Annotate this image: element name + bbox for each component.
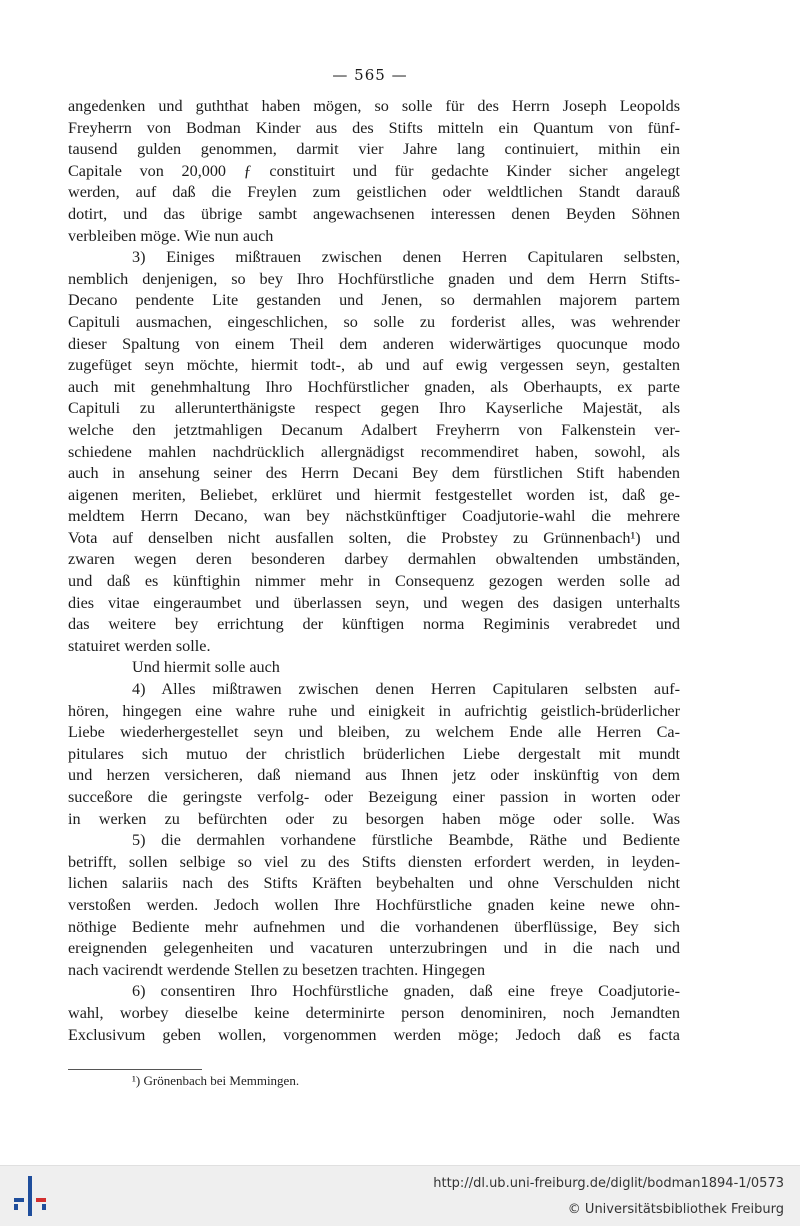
text-line: Vota auf denselben nicht ausfallen solten, die Probstey zu Grünnenbach¹) und [68,528,680,547]
text-line: 4) Alles mißtrawen zwischen denen Herren Capitularen selbsten auf- [132,680,680,699]
text-line: pitulares sich mutuo der christlich brüderlichen Liebe dergestalt mit mundt [68,744,680,763]
text-line: schiedene mahlen nachdrücklich allergnädigst recommendiret haben, sowohl, als [68,442,680,461]
text-line: dotirt, und das übrige sambt angewachsenen interessen denen Beyden Söhnen [68,204,680,223]
text-line: angedenken und guththat haben mögen, so solle für des Herrn Joseph Leopolds [68,97,680,115]
text-line: auch mit genehmhaltung Ihro Hochfürstlicher gnaden, als Oberhaupts, ex parte [68,377,680,396]
text-line: nach vacirendt werdende Stellen zu besetzen trachten. Hingegen [68,960,486,979]
text-line: und daß es künftighin nimmer mehr in Consequenz gezogen werden solle ad [68,572,680,591]
text-line: betrifft, sollen selbige so viel zu des Stifts diensten erfordert werden, in leyden- [68,852,680,871]
ub-freiburg-logo-icon [12,1176,48,1216]
text-line: 5) die dermahlen vorhandene fürstliche Beambde, Räthe und Bediente [132,831,680,850]
text-line: und herzen versicheren, daß niemand aus Ihnen jetz oder inskünftig von dem [68,766,680,785]
library-footer [0,1165,800,1226]
text-line: welche den jetztmahligen Decanum Adalbert Freyherrn von Falkenstein ver- [68,420,680,439]
text-line: werden, auf daß die Freylen zum geistlichen oder weldtlichen Standt darauß [68,183,680,202]
text-line: Decano pendente Lite gestanden und Jenen, so dermahlen majorem partem [68,291,680,310]
text-line: lichen salariis nach des Stifts Kräften beybehalten und ohne Verschulden nicht [68,874,680,893]
text-line: nemblich denjenigen, so bey Ihro Hochfürstliche gnaden und dem Herrn Stifts- [68,269,680,288]
text-line: in werken zu befürchten oder zu besorgen haben möge oder solle. Was [68,809,680,828]
text-line: meldtem Herrn Decano, wan bey nächstkünftiger Coadjutorie-wahl die mehrere [68,507,680,526]
text-line: Capitale von 20,000 ƒ constituirt und für gedachte Kinder sicher angelegt [68,161,680,180]
permalink-url[interactable]: http://dl.ub.uni-freiburg.de/diglit/bodman1894-1/0573 [433,1176,784,1191]
text-line: 3) Einiges mißtrauen zwischen denen Herren Capitularen selbsten, [132,248,680,267]
text-line: Exclusivum geben wollen, vorgenommen werden möge; Jedoch daß es facta [68,1025,680,1044]
text-line: Capituli ausmachen, eingeschlichen, so solle zu forderist alles, was wehrender [68,312,680,331]
text-line: Und hiermit solle auch [132,658,280,677]
text-line: tausend gulden genommen, darmit vier Jahre lang continuiert, mithin ein [68,140,680,159]
text-line: auch in ansehung seiner des Herrn Decani Bey dem fürstlichen Stift habenden [68,464,680,483]
text-line: ereignenden gelegenheiten und vacaturen unterzubringen und in die nach und [68,939,680,958]
text-line: aigenen meriten, Beliebet, erklüret und hiermit festgestellet worden ist, daß ge- [68,485,680,504]
text-line: das weitere bey errichtung der künftigen norma Regiminis verabredet und [68,615,680,634]
text-line: succeßore die geringste verfolg- oder Bezeigung einer passion in worten oder [68,788,680,806]
text-line: dies vitae eingeraumbet und überlassen seyn, und wegen des dasigen unterhalts [68,593,680,612]
text-line: Freyherrn von Bodman Kinder aus des Stifts mitteln ein Quantum von fünf- [68,118,680,137]
text-line: zugefüget seyn möchte, hiermit todt-, ab und auf ewig vergessen seyn, gestalten [68,356,680,375]
text-line: verstoßen werden. Jedoch wollen Ihre Hochfürstliche gnaden keine newe ohn- [68,895,680,914]
text-line: verbleiben möge. Wie nun auch [68,226,274,245]
text-line: zwaren wegen deren besonderen darbey dermahlen obwaltenden umbständen, [68,550,680,569]
footnote: ¹) Grönenbach bei Memmingen. [132,1073,300,1088]
page-number: — 565 — [332,66,408,84]
copyright-notice: © Universitätsbibliothek Freiburg [567,1202,784,1217]
text-line: dieser Spaltung von einem Theil dem anderen widerwärtiges quocunque modo [68,334,680,353]
text-line: wahl, worbey dieselbe keine determinirte person denominiren, noch Jemandten [68,1003,680,1022]
text-line: Liebe wiederhergestellet seyn und bleiben, zu welchem Ende alle Herren Ca- [68,723,680,742]
body-text [68,96,680,1046]
text-line: nöthige Bediente mehr aufnehmen und die vorhandenen überflüssige, Bey sich [68,917,680,936]
text-line: Capituli zu allerunterthänigste respect gegen Ihro Kayserliche Majestät, als [68,399,680,418]
text-line: hören, hingegen eine wahre ruhe und einigkeit in aufrichtig geistlich-brüderlicher [68,701,680,720]
text-line: statuiret werden solle. [68,636,211,655]
text-line: 6) consentiren Ihro Hochfürstliche gnaden, daß eine freye Coadjutorie- [132,982,680,1001]
footnote-divider [68,1069,202,1070]
